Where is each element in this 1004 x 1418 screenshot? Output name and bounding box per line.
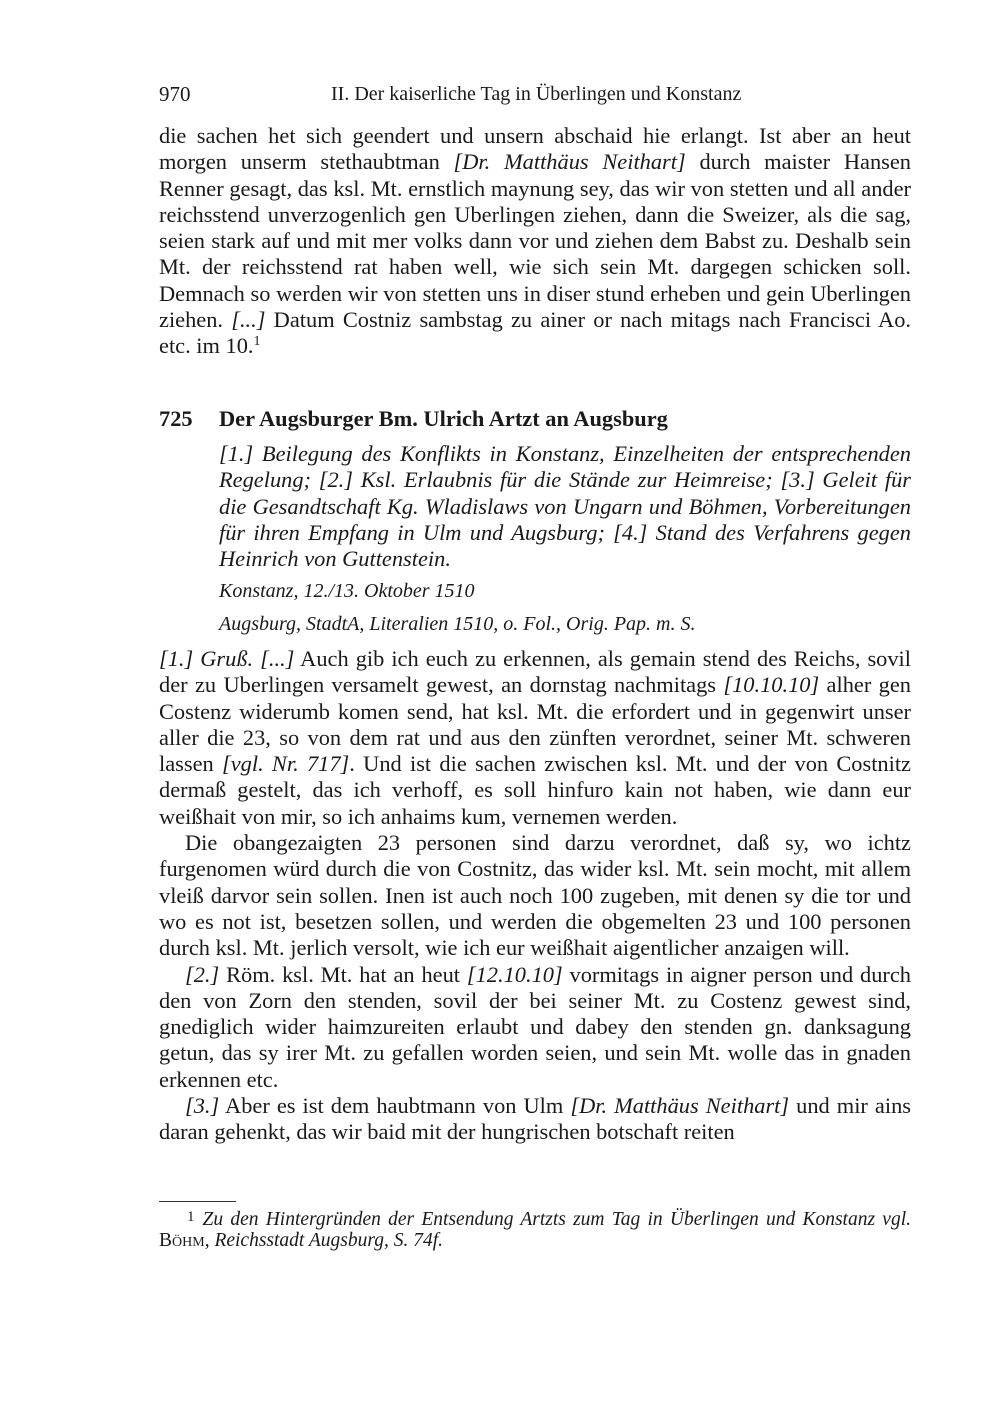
footnote-text: Zu den Hintergründen der Entsendung Artzts zum Tag in Überlingen und Konstanz vgl. <box>202 1209 911 1230</box>
text-run: Röm. ksl. Mt. hat an heut <box>219 961 467 987</box>
paragraph <box>159 962 911 1093</box>
document-regest: [1.] Beilegung des Konflikts in Konstanz, Einzelheiten der entsprechenden Regelung; [2.] Ksl. Erlaubnis für die Stände zur Heimreise; [3.] Geleit für die Gesandtschaft Kg. Wladislaws von Ungarn und Böhmen, Vorbereitungen für ihren Empfang in Ulm und Augsburg; [4.] Stand des Verfahrens gegen Heinrich von Guttenstein. <box>219 441 911 572</box>
editorial-note: [1.] Gruß. [...] <box>159 646 295 671</box>
document-body <box>159 646 911 1146</box>
footnote-reference[interactable]: 1 <box>253 334 261 350</box>
footnote-separator <box>159 1201 236 1202</box>
text-run: Auch gib ich euch zu erkennen, als gemain stend des Reichs, sovil der zu Uberlingen versamelt gewest, an dornstag nachmitags <box>159 646 911 698</box>
document-heading <box>159 406 919 432</box>
running-header <box>159 80 911 108</box>
editorial-note: [Dr. Matthäus Neithart] <box>570 1093 790 1119</box>
footnote-author: Böhm <box>159 1230 205 1251</box>
text-run: die sachen het sich geendert und unsern abschaid hie erlangt. Ist aber an heut morgen unserm stethaubtman <box>159 123 911 175</box>
page-number: 970 <box>159 82 191 106</box>
editorial-note: [10.10.10] <box>723 672 820 698</box>
previous-document-tail <box>159 123 911 360</box>
running-title: II. Der kaiserliche Tag in Überlingen und Konstanz <box>331 83 742 105</box>
source-reference: Augsburg, StadtA, Literalien 1510, o. Fol., Orig. Pap. m. S. <box>219 613 696 635</box>
editorial-note: [Dr. Matthäus Neithart] <box>453 149 686 175</box>
text-run: vormitags in aigner person und durch den von Zorn den stenden, sovil der bei seiner Mt. zu Costenz gewest sind, gnediglich wider haimzureiten erlaubt und dabey den stenden gn. danksagung getun, das sy irer Mt. zu gefallen worden seien, und sein Mt. wolle das in gnaden erkennen etc. <box>159 961 911 1092</box>
paragraph <box>159 646 911 830</box>
text-run: Datum Costniz sambstag zu ainer or nach mitags nach Francisci Ao. etc. im 10. <box>159 307 911 359</box>
editorial-note: [3.] <box>185 1093 220 1119</box>
text-run: Aber es ist dem haubtmann von Ulm <box>219 1093 571 1119</box>
place-date: Konstanz, 12./13. Oktober 1510 <box>219 580 475 602</box>
text-run: . Und ist die sachen zwischen ksl. Mt. und der von Costnitz dermaß gestelt, das ich verhoff, es soll hinfuro kain not haben, wie dann eur weißhait von mir, so ich anhaims kum, vernemen werden. <box>159 751 911 829</box>
editorial-note: [vgl. Nr. 717] <box>222 751 350 777</box>
text-run: und mir ains daran gehenkt, das wir baid mit der hungrischen botschaft reiten <box>159 1093 911 1145</box>
paragraph: Die obangezaigten 23 personen sind darzu verordnet, daß sy, wo ichtz furgenomen würd durch die von Costnitz, das wider ksl. Mt. sein mocht, mit allem vleiß darvor sein sollen. Inen ist auch noch 100 zugeben, mit denen sy die tor und wo es not ist, besetzen sollen, und werden die obgemelten 23 und 100 personen durch ksl. Mt. jerlich versolt, wie ich eur weißhait aigentlicher anzaigen will. <box>159 830 911 961</box>
document-number: 725 <box>159 406 193 431</box>
text-run: durch maister Hansen Renner gesagt, das ksl. Mt. ernstlich maynung sey, das wir von stetten und all ander reichsstend unverzogenlich gen Uberlingen ziehen, dann die Sweizer, als die sag, seien stark auf und mit mer volks dann vor und ziehen dem Babst zu. Deshalb sein Mt. der reichsstend rat haben well, wie sich sein Mt. dargegen schicken soll. Demnach so werden wir von stetten uns in diser stund erheben und gein Uberlingen ziehen. <box>159 149 911 333</box>
editorial-note: [2.] <box>185 961 220 987</box>
editorial-note: [12.10.10] <box>466 961 563 987</box>
text-run: alher gen Costenz widerumb komen send, hat ksl. Mt. die erfordert und in gegenwirt unser aller die 23, so von dem rat und aus den zünften verordnet, seiner Mt. schweren lassen <box>159 672 911 777</box>
editorial-note: [...] <box>231 307 266 333</box>
paragraph <box>159 1093 911 1146</box>
footnote-text: , Reichsstadt Augsburg, S. 74f. <box>204 1230 444 1251</box>
footnote <box>159 1207 911 1251</box>
document-title: Der Augsburger Bm. Ulrich Artzt an Augsburg <box>219 406 668 431</box>
footnote-number: 1 <box>187 1209 195 1225</box>
